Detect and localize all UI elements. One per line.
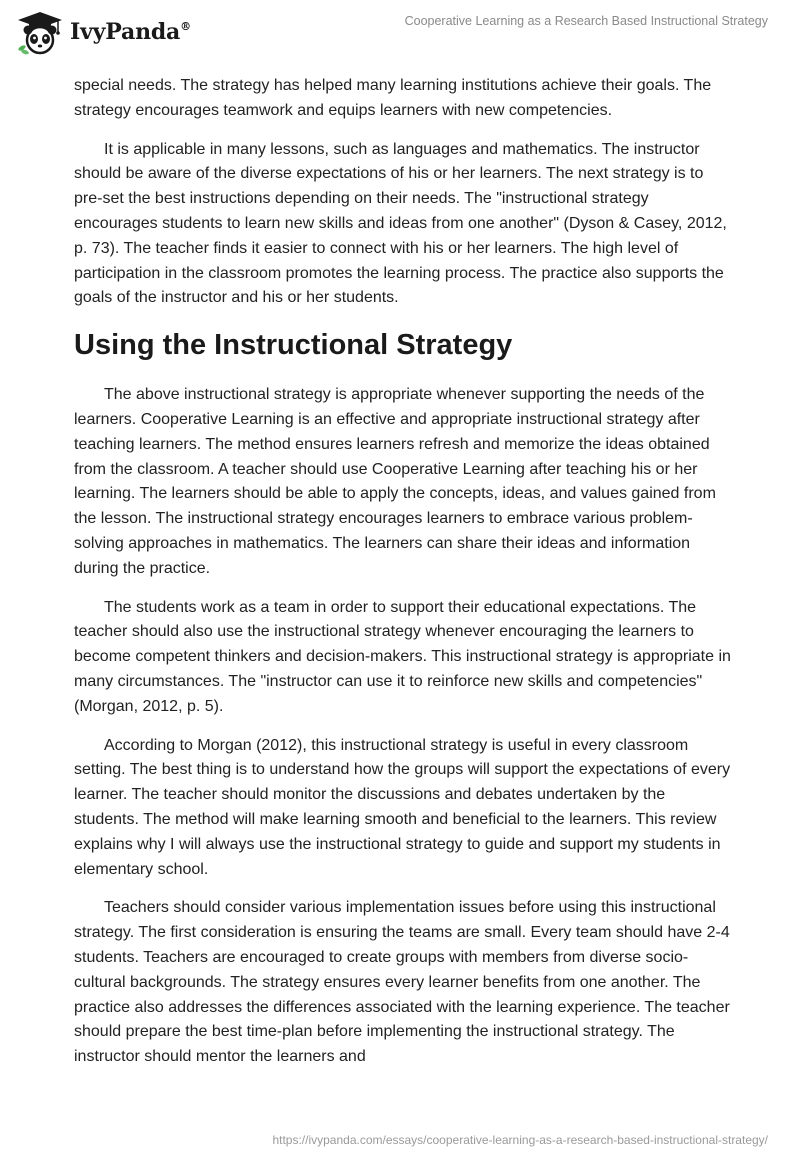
panda-graduation-icon xyxy=(14,8,66,56)
page-header xyxy=(0,0,800,70)
paragraph: Teachers should consider various implementation issues before using this instructional strategy. The first consideration is ensuring the teams are small. Every team should have 2-4 students. Teachers are encouraged to create groups with members from diverse socio-cultural backgrounds. The strategy ensures every learner benefits from one another. The practice also addresses the differences associated with the learning experience. The teacher should prepare the best time-plan before implementing the instructional strategy. The instructor should mentor the learners and xyxy=(74,899,730,1066)
brand-name: IvyPanda® xyxy=(70,19,191,45)
paragraph: special needs. The strategy has helped many learning institutions achieve their goals. The strategy encourages teamwork and equips learners with new competencies. xyxy=(74,77,712,119)
essay-body xyxy=(74,74,734,1084)
registered-mark: ® xyxy=(180,20,191,33)
ivypanda-logo[interactable] xyxy=(14,8,191,56)
paragraph: The students work as a team in order to support their educational expectations. The teacher should also use the instructional strategy whenever encouraging the learners to become competent thinkers and decision-makers. This instructional strategy is appropriate in many circumstances. The "instructor can use it to reinforce new skills and competencies" (Morgan, 2012, p. 5). xyxy=(74,598,731,715)
document-title: Cooperative Learning as a Research Based Instructional Strategy xyxy=(404,14,768,28)
source-url[interactable]: https://ivypanda.com/essays/cooperative-learning-as-a-research-based-instructional-strategy/ xyxy=(272,1133,768,1147)
paragraph: According to Morgan (2012), this instructional strategy is useful in every classroom setting. The best thing is to understand how the groups will support the expectations of every learner. The teacher should monitor the discussions and debates undertaken by the students. The method will make learning smooth and beneficial to the learners. This review explains why I will always use the instructional strategy to guide and support my students in elementary school. xyxy=(74,736,731,878)
paragraph: The above instructional strategy is appropriate whenever supporting the needs of the learners. Cooperative Learning is an effective and appropriate instructional strategy after teaching learners. The method ensures learners refresh and memorize the ideas obtained from the classroom. A teacher should use Cooperative Learning after teaching his or her learning. The learners should be able to apply the concepts, ideas, and values gained from the lesson. The instructional strategy encourages learners to embrace various problem-solving approaches in mathematics. The learners can share their ideas and information during the practice. xyxy=(74,386,716,577)
paragraph: It is applicable in many lessons, such as languages and mathematics. The instructor should be aware of the diverse expectations of his or her learners. The next strategy is to pre-set the best instructions depending on their needs. The "instructional strategy encourages students to learn new skills and ideas from one another" (Dyson & Casey, 2012, p. 73). The teacher finds it easier to connect with his or her learners. The high level of participation in the classroom promotes the learning process. The practice also supports the goals of the instructor and his or her students. xyxy=(74,140,727,307)
section-heading: Using the Instructional Strategy xyxy=(74,329,513,362)
